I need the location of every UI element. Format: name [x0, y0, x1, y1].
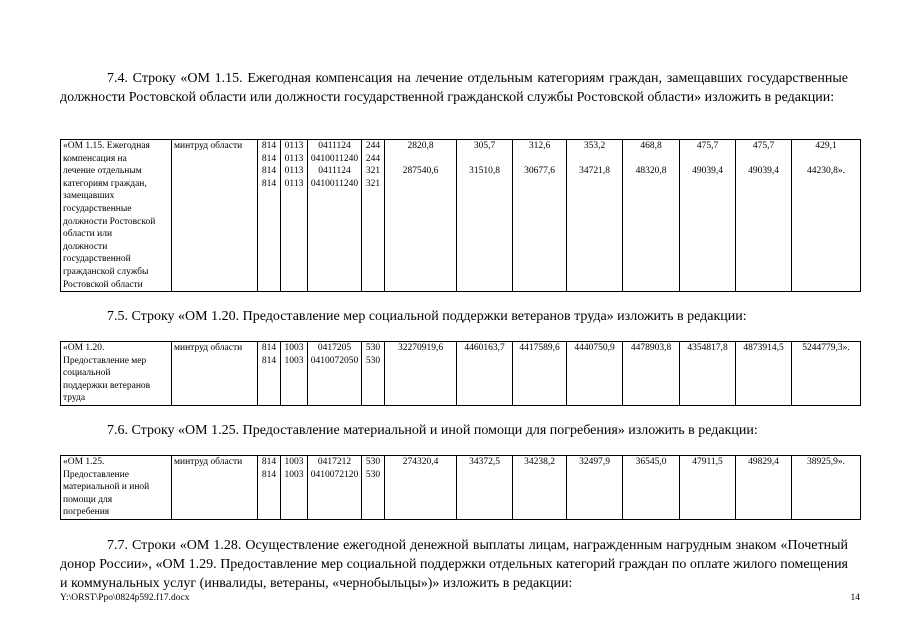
value-cell: 49829,4 — [736, 456, 792, 520]
code-value: 530 — [365, 457, 381, 467]
value-cell: 353,2 34721,8 — [567, 140, 623, 292]
code-rzpr-cell — [281, 140, 308, 292]
code-csr-cell — [308, 342, 362, 406]
cell-line: гражданской службы — [63, 266, 149, 277]
value-cell: 312,6 30677,6 — [513, 140, 567, 292]
code-value: 0113 — [284, 153, 304, 164]
cell-line: замещавших — [63, 191, 115, 202]
code-rzpr-cell — [281, 342, 308, 406]
value-cell: 475,7 49039,4 — [680, 140, 736, 292]
code-value: 814 — [261, 141, 277, 151]
executor-cell: минтруд области — [172, 140, 258, 292]
value-cell: 4417589,6 — [513, 342, 567, 406]
value-cell: 305,7 31510,8 — [457, 140, 513, 292]
value-cell: 38925,9». — [792, 456, 861, 520]
code-value: 814 — [261, 153, 277, 164]
executor-cell: минтруд области — [172, 342, 258, 406]
value-cell: 475,7 49039,4 — [736, 140, 792, 292]
executor-cell: минтруд области — [172, 456, 258, 520]
cell-line: государственные — [63, 203, 132, 214]
table-om-1-25 — [60, 455, 861, 520]
table-row — [61, 140, 861, 292]
cell-line: лечение отдельным — [63, 166, 142, 177]
code-value: 814 — [261, 457, 277, 467]
value-cell: 274320,4 — [385, 456, 457, 520]
code-value: 1003 — [284, 469, 304, 480]
section-7-7-heading: 7.7. Строки «ОМ 1.28. Осуществление ежегодной денежной выплаты лицам, награжденным нагрудным знаком «Почетный донор России», «ОМ 1.29. Предоставление мер социальной поддержки отдельных категорий граждан по оплате жилого помещения и коммунальных услуг (инвалиды, ветераны, «чернобыльцы»)» изложить в редакции: — [60, 538, 848, 591]
code-value: 0410072120 — [310, 469, 359, 480]
cell-line: должности — [63, 241, 108, 252]
code-value: 0417212 — [317, 457, 352, 467]
cell-line: помощи для — [63, 494, 113, 505]
code-value: 244 — [365, 153, 381, 164]
code-value: 1003 — [284, 457, 304, 467]
table-row — [61, 456, 861, 520]
cell-line: труда — [63, 393, 86, 404]
code-value: 0410011240 — [310, 153, 359, 164]
code-value: 530 — [365, 343, 381, 353]
page-number: 14 — [850, 593, 860, 603]
code-value: 1003 — [284, 343, 304, 353]
code-value: 321 — [365, 166, 381, 177]
section-7-6-heading: 7.6. Строку «ОМ 1.25. Предоставление материальной и иной помощи для погребения» изложить в редакции: — [107, 423, 758, 438]
cell-line: «ОМ 1.20. — [63, 343, 105, 353]
code-csr-cell — [308, 140, 362, 292]
code-value: 244 — [365, 141, 381, 151]
value-cell: 4873914,5 — [736, 342, 792, 406]
section-7-5-heading: 7.5. Строку «ОМ 1.20. Предоставление мер социальной поддержки ветеранов труда» изложить в редакции: — [107, 309, 747, 324]
cell-line: «ОМ 1.15. Ежегодная — [63, 141, 150, 151]
value-cell: 468,8 48320,8 — [623, 140, 680, 292]
code-value: 530 — [365, 355, 381, 366]
value-cell: 4460163,7 — [457, 342, 513, 406]
code-value: 814 — [261, 178, 277, 189]
value-cell: 429,1 44230,8». — [792, 140, 861, 292]
cell-line: должности Ростовской — [63, 216, 156, 227]
value-cell: 34372,5 — [457, 456, 513, 520]
cell-line: погребения — [63, 507, 110, 518]
value-cell: 5244779,3». — [792, 342, 861, 406]
section-7-4-heading: 7.4. Строку «ОМ 1.15. Ежегодная компенсация на лечение отдельным категориям граждан, замещавших государственные должности Ростовской области или должности государственной гражданской службы Ростовской области» изложить в редакции: — [60, 71, 848, 105]
cell-line: Предоставление — [63, 469, 129, 480]
code-value: 0113 — [284, 141, 304, 151]
value-cell: 32497,9 — [567, 456, 623, 520]
table-om-1-20 — [60, 341, 861, 406]
code-value: 0113 — [284, 178, 304, 189]
code-value: 814 — [261, 469, 277, 480]
code-value: 321 — [365, 178, 381, 189]
value-cell: 4440750,9 — [567, 342, 623, 406]
value-cell: 32270919,6 — [385, 342, 457, 406]
value-cell: 47911,5 — [680, 456, 736, 520]
value-cell: 36545,0 — [623, 456, 680, 520]
cell-line: «ОМ 1.25. — [63, 457, 105, 467]
code-value: 1003 — [284, 355, 304, 366]
row-name-cell — [61, 342, 172, 406]
file-path-footer: Y:\ORST\Ppo\0824p592.f17.docx — [60, 593, 190, 603]
table-om-1-15 — [60, 139, 861, 292]
code-value: 0411124 — [318, 141, 351, 151]
cell-line: социальной — [63, 368, 111, 379]
code-value: 814 — [261, 166, 277, 177]
code-value: 814 — [261, 343, 277, 353]
code-value: 530 — [365, 469, 381, 480]
value-cell: 34238,2 — [513, 456, 567, 520]
value-cell: 4354817,8 — [680, 342, 736, 406]
code-grbs-cell — [258, 140, 281, 292]
row-name-cell — [61, 456, 172, 520]
cell-line: материальной и иной — [63, 482, 150, 493]
code-grbs-cell — [258, 342, 281, 406]
cell-line: области или — [63, 229, 113, 240]
code-rzpr-cell — [281, 456, 308, 520]
cell-line: Ростовской области — [63, 279, 143, 290]
value-cell: 4478903,8 — [623, 342, 680, 406]
cell-line: категориям граждан, — [63, 178, 147, 189]
value-cell: 2820,8 287540,6 — [385, 140, 457, 292]
table-row — [61, 342, 861, 406]
code-value: 0410072050 — [310, 355, 359, 366]
code-value: 0410011240 — [310, 178, 359, 189]
code-csr-cell — [308, 456, 362, 520]
row-name-cell — [61, 140, 172, 292]
code-value: 0113 — [284, 166, 304, 177]
code-value: 814 — [261, 355, 277, 366]
code-value: 0417205 — [317, 343, 352, 353]
cell-line: Предоставление мер — [63, 355, 147, 366]
cell-line: государственной — [63, 254, 131, 265]
code-vr-cell — [362, 140, 385, 292]
code-value: 0411124 — [318, 166, 351, 177]
cell-line: компенсация на — [63, 153, 127, 164]
code-vr-cell — [362, 342, 385, 406]
code-vr-cell — [362, 456, 385, 520]
cell-line: поддержки ветеранов — [63, 380, 151, 391]
code-grbs-cell — [258, 456, 281, 520]
